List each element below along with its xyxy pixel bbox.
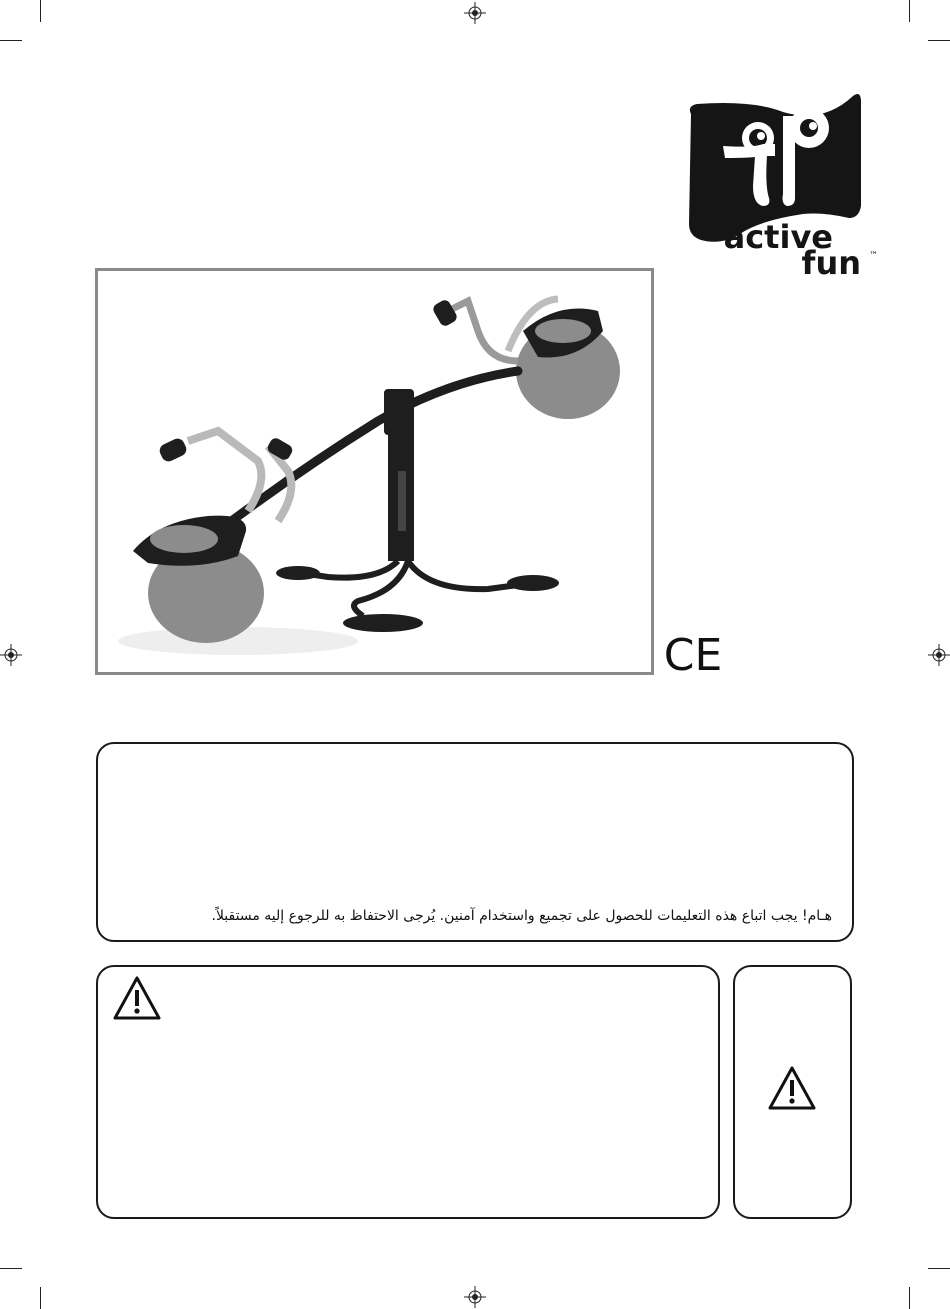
crop-mark <box>0 1268 22 1269</box>
crop-mark <box>928 40 950 41</box>
registration-mark-icon <box>464 2 486 24</box>
registration-mark-icon <box>464 1286 486 1308</box>
warning-triangle-icon <box>767 1065 817 1111</box>
warning-box <box>96 965 720 1219</box>
registration-mark-icon <box>928 644 950 666</box>
logo-text-fun: fun <box>801 244 861 276</box>
registration-mark-icon <box>0 644 22 666</box>
arabic-notice-text: هـام! يجب اتباع هذه التعليمات للحصول على تجميع واستخدام آمنين. يُرجى الاحتفاظ به للرجوع إليه مستقبلاً. <box>211 908 832 924</box>
crop-mark <box>40 1287 41 1309</box>
spinning-seesaw-illustration <box>98 271 651 672</box>
ce-mark <box>664 632 722 676</box>
active-fun-logo <box>683 86 883 276</box>
logo-text-active: active <box>723 218 833 256</box>
trademark-symbol: ™ <box>869 251 878 261</box>
crop-mark <box>909 0 910 22</box>
ce-mark-text: CE <box>664 632 722 676</box>
crop-mark <box>40 0 41 22</box>
warning-triangle-icon <box>112 975 162 1021</box>
notice-box <box>96 742 854 942</box>
crop-mark <box>928 1268 950 1269</box>
side-warning-box <box>733 965 852 1219</box>
crop-mark <box>909 1287 910 1309</box>
crop-mark <box>0 40 22 41</box>
product-photo-frame <box>95 268 654 675</box>
